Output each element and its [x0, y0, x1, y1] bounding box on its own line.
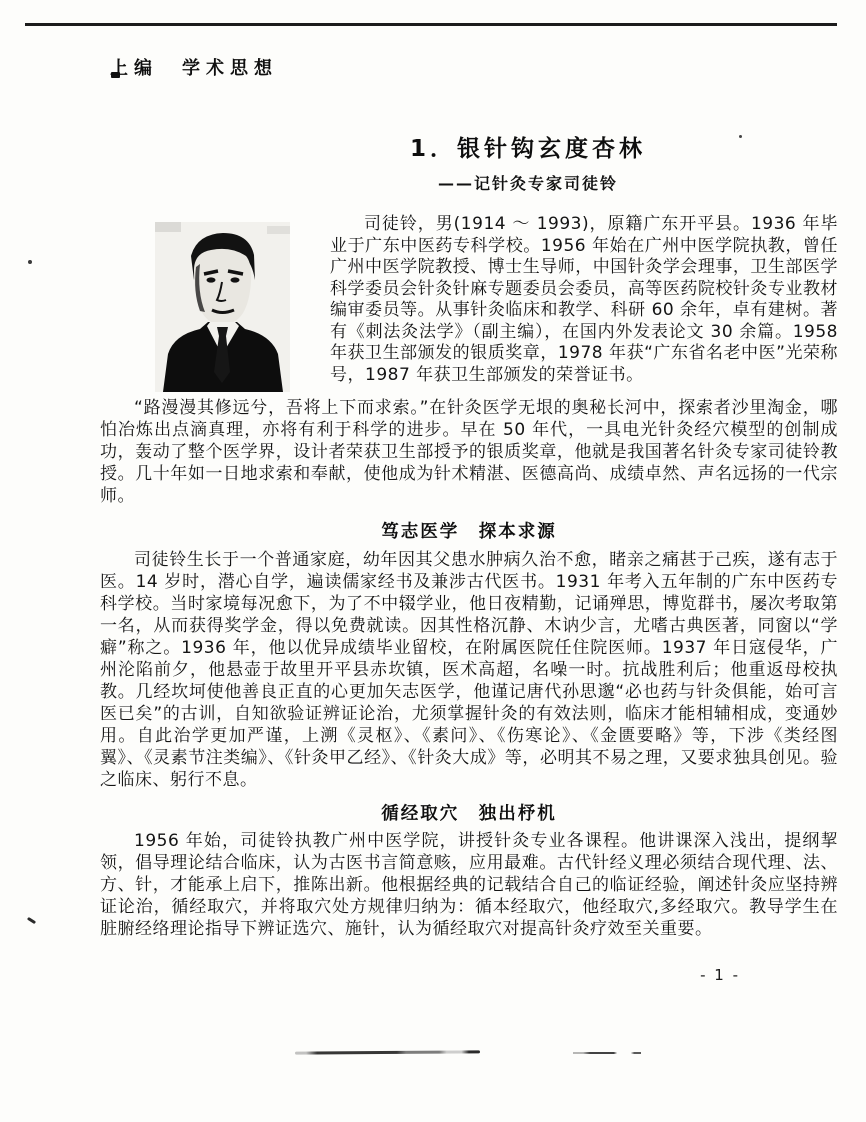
page-number: - 1 - — [700, 966, 740, 984]
section-heading-2: 循经取穴 独出杼机 — [381, 804, 557, 824]
article-subtitle: ——记针灸专家司徒铃 — [437, 174, 618, 193]
portrait-photo — [155, 222, 290, 392]
page-content — [100, 130, 838, 984]
portrait-photo-image — [155, 222, 290, 392]
intro-section — [100, 214, 838, 392]
section-body-2: 1956 年始，司徒铃执教广州中医学院，讲授针灸专业各课程。他讲课深入浅出，提纲挈领，倡导理论结合临床，认为古医书言简意赅，应用最难。古代针经义理必须结合现代理、法、方、针，才能承上启下，推陈出新。他根据经典的记载结合自己的临证经验，阐述针灸应坚持辨证论治，循经取穴，并将取穴处方规律归纳为：循本经取穴，他经取穴,多经取穴。教导学生在脏腑经络理论指导下辨证选穴、施针，认为循经取穴对提高针灸疗效至关重要。 — [100, 831, 838, 939]
article-title-block — [218, 130, 838, 194]
quote-paragraph: “路漫漫其修远兮，吾将上下而求索。”在针灸医学无垠的奥秘长河中，探索者沙里淘金，哪怕冶炼出点滴真理，亦将有利于科学的进步。早在 50 年代，一具电光针灸经穴模型的创制成功，轰动了整个医学界，设计者荣获卫生部授予的银质奖章，他就是我国著名针灸专家司徒铃教授。几十年如一日地求索和奉献，使他成为针术精湛、医德高尚、成绩卓然、声名远扬的一代宗师。 — [100, 398, 838, 506]
part-header: 上编 学术思想 — [110, 58, 278, 79]
scan-artifact-line-right — [573, 1052, 641, 1054]
scan-margin-dot — [28, 260, 32, 264]
page-top-rule — [25, 23, 837, 26]
scan-margin-tick — [27, 917, 36, 924]
article-title: 1．银针钩玄度杏林 — [409, 136, 646, 162]
intro-paragraph: 司徒铃，男(1914 ～ 1993)，原籍广东开平县。1936 年毕业于广东中医药专科学校。1956 年始在广州中医学院执教，曾任广州中医学院教授、博士生导师，中国针灸学会理事，卫生部医学科学委员会针灸针麻专题委员会委员，高等医药院校针灸专业教材编审委员等。从事针灸临床和教学、科研 60 余年，卓有建树。著有《刺法灸法学》（副主编），在国内外发表论文 30 余篇。1958 年获卫生部颁发的银质奖章，1978 年获“广东省名老中医”光荣称号，1987 年获卫生部颁发的荣誉证书。 — [330, 214, 838, 385]
section-body-1: 司徒铃生长于一个普通家庭，幼年因其父患水肿病久治不愈，睹亲之痛甚于己疾，遂有志于医。14 岁时，潜心自学，遍读儒家经书及兼涉古代医书。1931 年考入五年制的广东中医药专科学校。当时家境每况愈下，为了不中辍学业，他日夜精勤，记诵殚思，博览群书，屡次考取第一名，从而获得奖学金，得以免费就读。因其性格沉静、木讷少言，尤嗜古典医著，同窗以“学癖”称之。1936 年，他以优异成绩毕业留校，在附属医院任住院医师。1937 年日寇侵华，广州沦陷前夕，他悬壶于故里开平县赤坎镇，医术高超，名噪一时。抗战胜利后；他重返母校执教。几经坎坷使他善良正直的心更加矢志医学，他谨记唐代孙思邈“必也药与针灸俱能，始可言医已矣”的古训，自知欲验证辨证论治，尤须掌握针灸的有效法则，临床才能相辅相成，变通妙用。自此治学更加严谨，上溯《灵枢》、《素问》、《伤寒论》、《金匮要略》等，下涉《类经图翼》、《灵素节注类编》、《针灸甲乙经》、《针灸大成》等，必明其不易之理，又要求独具创见。验之临床、躬行不息。 — [100, 550, 838, 790]
scan-artifact-line-left — [295, 1050, 480, 1054]
section-heading-1: 笃志医学 探本求源 — [381, 522, 557, 542]
